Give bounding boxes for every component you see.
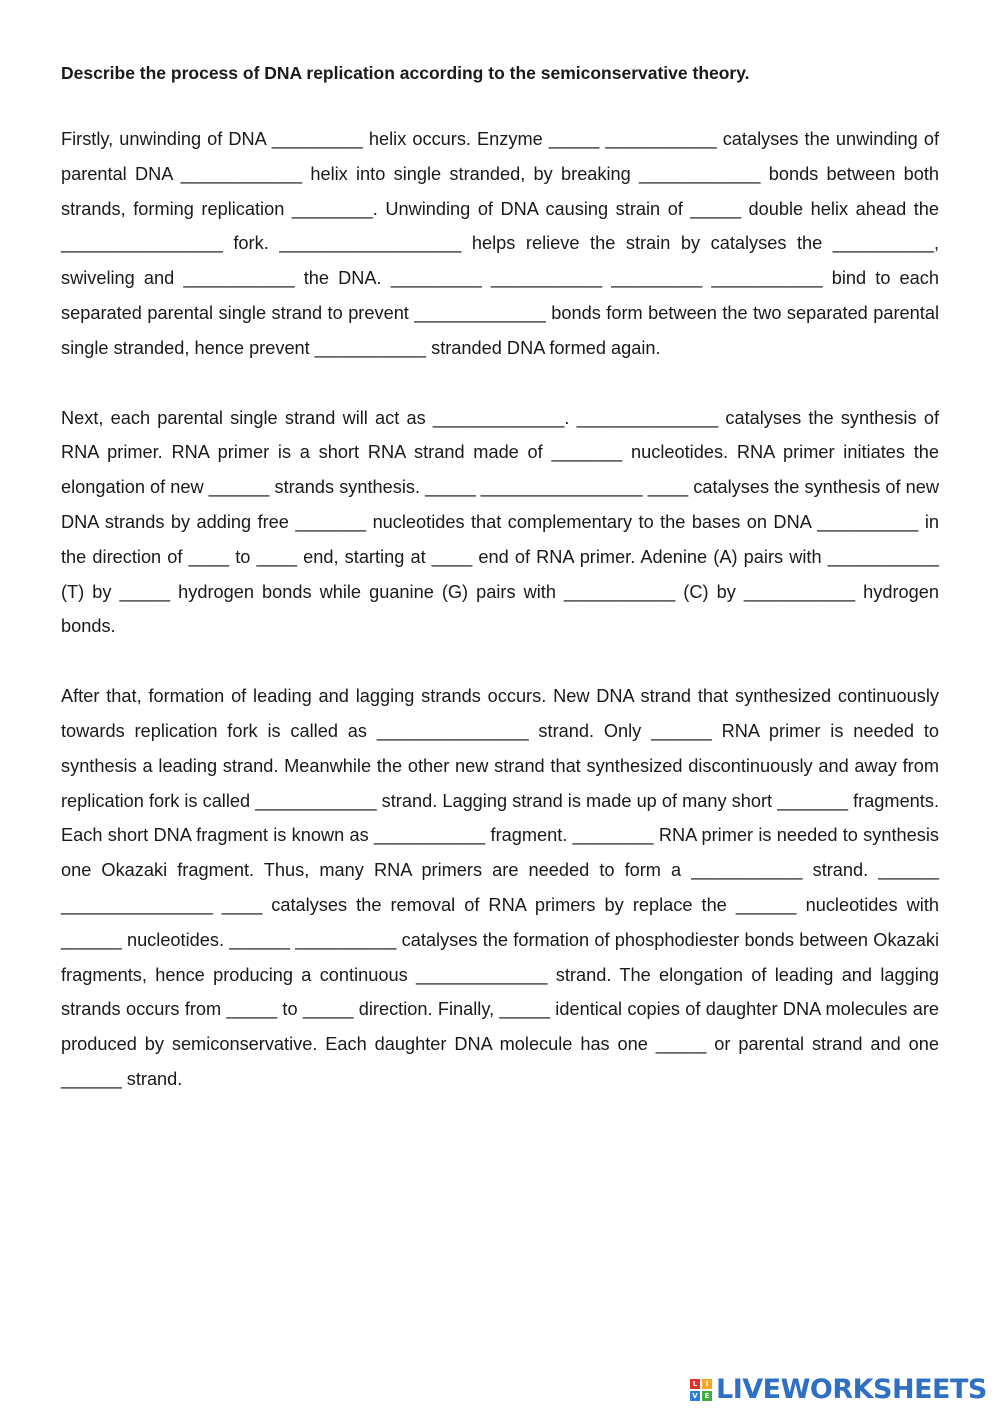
paragraph-synthesis: Next, each parental single strand will act as _____________. ______________ catalyses the synthesis of RNA primer. RNA primer is a short RNA strand made of _______ nucleotides. RNA primer initiates the elongation of new ______ strands synthesis. _____ ________________ ____ catalyses the synthesis of new DNA strands by adding free _______ nucleotides that complementary to the bases on DNA __________ in the direction of ____ to ____ end, starting at ____ end of RNA primer. Adenine (A) pairs with ___________ (T) by _____ hydrogen bonds while guanine (G) pairs with ___________ (C) by ___________ hydrogen bonds.	[61, 407, 939, 637]
logo-block-l: L	[690, 1379, 700, 1389]
logo-block-e: E	[702, 1391, 712, 1401]
logo-text: LIVEWORKSHEETS	[716, 1374, 987, 1405]
liveworksheets-logo	[690, 1374, 987, 1406]
paragraph-leading-lagging: After that, formation of leading and lagging strands occurs. New DNA strand that synthesized continuously towards replication fork is called as _______________ strand. Only ______ RNA primer is needed to synthesis a leading strand. Meanwhile the other new strand that synthesized discontinuously and away from replication fork is called ____________ strand. Lagging strand is made up of many short _______ fragments. Each short DNA fragment is known as ___________ fragment. ________ RNA primer is needed to synthesis one Okazaki fragment. Thus, many RNA primers are needed to form a ___________ strand. ______ _______________ ____ catalyses the removal of RNA primers by replace the ______ nucleotides with ______ nucleotides. ______ __________ catalyses the formation of phosphodiester bonds between Okazaki fragments, hence producing a continuous _____________ strand. The elongation of leading and lagging strands occurs from _____ to _____ direction. Finally, _____ identical copies of daughter DNA molecules are produced by semiconservative. Each daughter DNA molecule has one _____ or parental strand and one ______ strand.	[61, 686, 939, 1089]
worksheet	[61, 58, 939, 1132]
paragraph-unwinding: Firstly, unwinding of DNA _________ helix occurs. Enzyme _____ ___________ catalyses the unwinding of parental DNA ____________ helix into single stranded, by breaking ____________ bonds between both strands, forming replication ________. Unwinding of DNA causing strain of _____ double helix ahead the ________________ fork. __________________ helps relieve the strain by catalyses the __________, swiveling and ___________ the DNA. _________ ___________ _________ ___________ bind to each separated parental single strand to prevent _____________ bonds form between the two separated parental single stranded, hence prevent ___________ stranded DNA formed again.	[61, 129, 939, 358]
logo-block-i: I	[702, 1379, 712, 1389]
worksheet-title: Describe the process of DNA replication according to the semiconservative theory.	[61, 63, 750, 83]
logo-block-v: V	[690, 1391, 700, 1401]
logo-blocks-icon	[690, 1379, 712, 1401]
